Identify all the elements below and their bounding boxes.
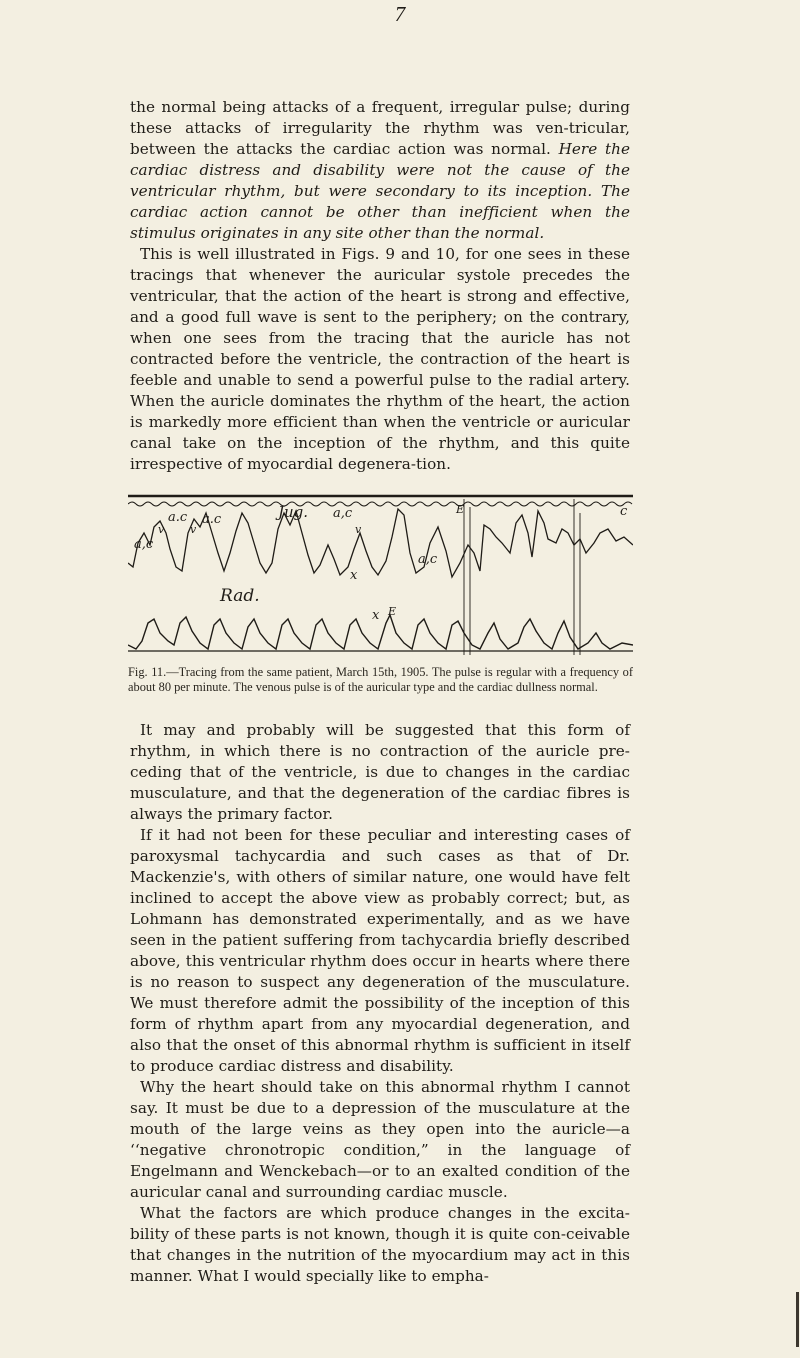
paragraph-3: It may and probably will be suggested that this form of rhythm, in which there is no contraction of the auricle pre-ceding that of the ventricle, is due to changes in the cardiac musculature, and that the degeneration of the cardiac fibres is always the primary factor.: [130, 721, 630, 823]
radial-pulse-curve: [128, 615, 633, 649]
label-e-2: E: [456, 503, 465, 516]
page-number: 7: [394, 2, 406, 26]
label-e-1: E: [388, 605, 397, 618]
paragraph-1: [130, 97, 630, 244]
label-a-c-1: a.c: [168, 510, 188, 525]
paragraph-6: What the factors are which produce changes in the excita-bility of these parts is not known, though it is quite con-ceivable that changes in the nutrition of the myocardium may act in this manner. What I would specially like to empha-: [130, 1204, 630, 1285]
paragraph-4: If it had not been for these peculiar and interesting cases of paroxysmal tachycardia and such cases as that of Dr. Mackenzie's, with others of similar nature, one would have felt inclined to accept the above view as probably correct; but, as Lohmann has demonstrated experimentally, and as we have seen in the patient suffering from tachycardia briefly described above, this ventricular rhythm does occur in hearts where there is no reason to suspect any degeneration of the musculature. We must therefore admit the possibility of the inception of this form of rhythm apart from any myocardial degeneration, and also that the onset of this abnormal rhythm is sufficient in itself to produce cardiac distress and disability.: [130, 826, 630, 1075]
label-a-c-3: a.c: [202, 512, 222, 527]
label-a-c-4: a,c: [333, 506, 353, 521]
label-v-1: v: [355, 523, 362, 536]
time-marker-line: [128, 502, 632, 506]
top-text-block: [130, 97, 630, 475]
label-x-2: x: [372, 608, 380, 623]
pulse-tracing-figure: [128, 493, 633, 659]
label-c-end: c: [620, 504, 628, 519]
label-x-1: x: [350, 568, 358, 583]
label-v-2: v: [158, 523, 165, 536]
label-a-c-2: a,c: [134, 537, 154, 552]
figure-caption: Fig. 11.—Tracing from the same patient, March 15th, 1905. The pulse is regular with a frequency of about 80 per minute. The venous pulse is of the auricular type and the cardiac dullness normal.: [128, 665, 633, 694]
label-jug: Jug.: [278, 503, 309, 521]
paragraph-1-italic: Here the cardiac distress and disability were not the cause of the ventricular rhythm, but were secondary to its inception. The cardiac action cannot be other than inefficient when the stimulus originates in any site other than the normal.: [130, 140, 630, 242]
page-edge-mark: [796, 1292, 799, 1347]
paragraph-5: Why the heart should take on this abnormal rhythm I cannot say. It must be due to a depression of the musculature at the mouth of the large veins as they open into the auricle—a ‘‘negative chronotropic condition,” in the language of Engelmann and Wenckebach—or to an exalted condition of the auricular canal and surrounding cardiac muscle.: [130, 1078, 630, 1201]
label-rad: Rad.: [220, 586, 260, 606]
paragraph-2: This is well illustrated in Figs. 9 and 10, for one sees in these tracings that whenever the auricular systole precedes the ventricular, that the action of the heart is strong and effective, and a good full wave is sent to the periphery; on the contrary, when one sees from the tracing that the auricle has not contracted before the ventricle, the contraction of the heart is feeble and unable to send a powerful pulse to the radial artery. When the auricle dominates the rhythm of the heart, the action is markedly more efficient than when the ventricle or auricular canal take on the inception of the rhythm, and this quite irrespective of myocardial degenera-tion.: [130, 245, 630, 473]
label-v-3: v: [190, 523, 197, 536]
label-a-c-5: a,c: [418, 552, 438, 567]
bottom-text-block: [130, 720, 630, 1287]
paragraph-1-text: the normal being attacks of a frequent, irregular pulse; during these attacks of irregularity the rhythm was ven-tricular, between the attacks the cardiac action was normal.: [130, 98, 630, 158]
